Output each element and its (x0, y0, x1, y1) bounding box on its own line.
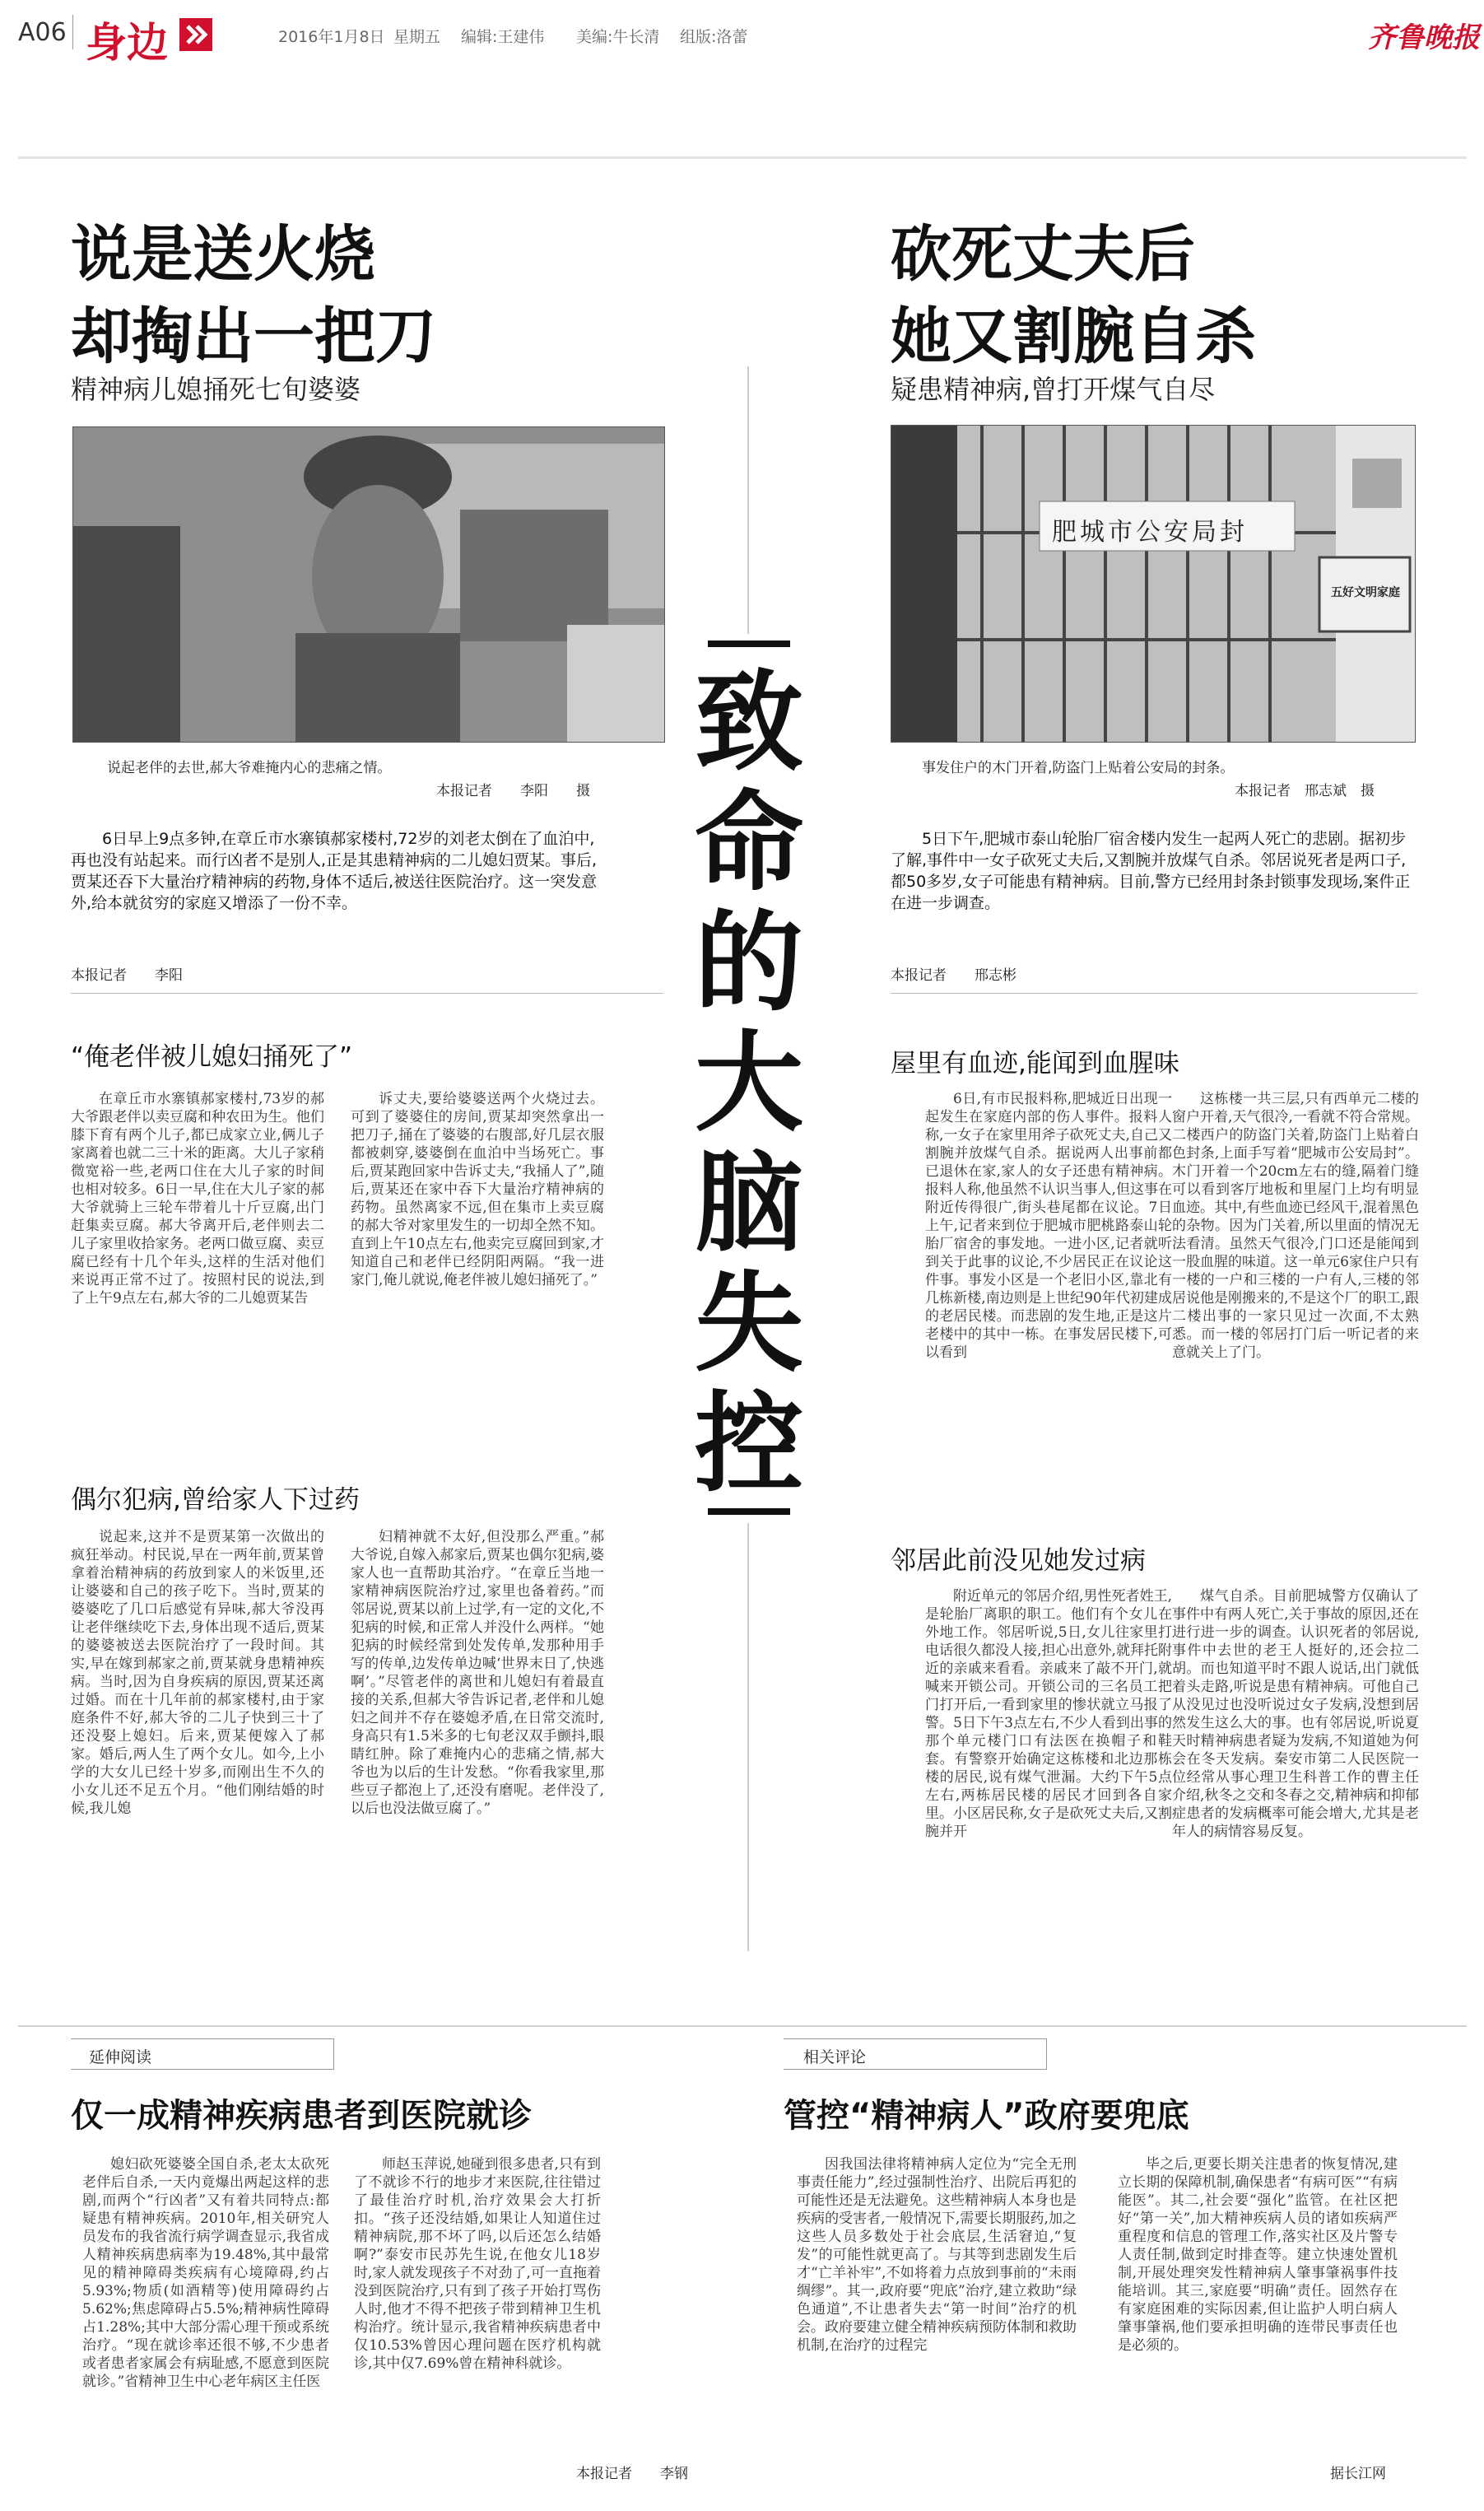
header-rule (18, 156, 1467, 159)
left-photo (72, 426, 665, 743)
left-sec2-col2: 妇精神就不太好,但没那么严重。”郝大爷说,自嫁入郝家后,贾某也偶尔犯病,婆家人也一直帮助其治疗。“在章丘当地一家精神病医院治疗过,家里也备着药。”而邻居说,贾某以前上过学,有一定的文化,不犯病的时候,和正常人并没什么两样。“她犯病的时候经常到处发传单,发那种用手写的传单,边发传单边喊‘世界末日了,快逃啊’。”尽管老伴的离世和儿媳妇有着最直接的关系,但郝大爷告诉记者,老伴和儿媳妇之间并不存在婆媳矛盾,在日常交流时,身高只有1.5米多的七旬老汉双手颤抖,眼睛红肿。除了难掩内心的悲痛之情,郝大爷也为以后的生计发愁。“你看我家里,那些豆子都泡上了,还没有磨呢。老伴没了,以后也没法做豆腐了。” (351, 1529, 604, 1817)
right-title-line2: 她又割腕自杀 (891, 301, 1256, 372)
bottom-left-title: 仅一成精神疾病患者到医院就诊 (71, 2097, 532, 2135)
left-title-line2: 却掏出一把刀 (71, 301, 436, 372)
bottom-divider (18, 2025, 1467, 2027)
bottom-right-col1: 因我国法律将精神病人定位为“完全无刑事责任能力”,经过强制性治疗、出院后再犯的可能性还是无法避免。这些精神病人本身也是疾病的受害者,一般情况下,需要长期服药,加之这些人员多数处于社会底层,生活窘迫,“复发”的可能性就更高了。与其等到悲剧发生后才“亡羊补牢”,不如将着力点放到事前的“未雨绸缪”。其一,政府要“兜底”治疗,建立救助“绿色通道”,不让患者失去“第一时间”治疗的机会。政府要建立健全精神疾病预防体制和救助机制,在治疗的过程完 (797, 2156, 1077, 2354)
right-reporter: 本报记者 邢志彬 (891, 967, 1016, 984)
right-photo-seal-text: 肥城市公安局封 (1052, 518, 1248, 547)
right-photo-credit: 本报记者 邢志斌 摄 (1235, 783, 1375, 799)
right-sec1-col2: 这栋楼一共三层,只有西单元二楼的窗户开着,天气很冷,一看就不符合常规。二楼西户的防盗门关着,防盗门上贴着白色封条,上面手写着“肥城市公安局封”。木门开着一个20cm左右的缝,隔着门缝可以看到客厅地板和里屋门上均有明显血迹。其中,有些血迹已经风干,混着黑色的杂物。因为门关着,所以里面的情况无法看清。虽然天气很冷,门口还是能闻到一股血腥的味道。这一单元6家住户只有一楼的一户和三楼的一户有人,三楼的邻居说他是刚搬来的,不是这个厂的职工,跟二楼出事的一家只见过一次面,不太熟悉。而一楼的邻居打门后一听记者的来意就关上了门。 (1172, 1091, 1419, 1361)
right-sec1-col1: 6日,有市民报料称,肥城近日出现一起发生在家庭内部的伤人事件。报料人称,一女子在家里用斧子砍死丈夫,自己又割腕并放煤气自杀。据说两人出事前都已退休在家,家人的女子还患有精神病。报料人称,他虽然不认识当事人,但这事在附近传得很广,街头巷尾都在议论。7日上午,记者来到位于肥城市肥桃路泰山轮胎厂宿舍的事发地。一进小区,记者就听到关于此事的议论,不少居民正在议论这件事。事发小区是一个老旧小区,靠北有几栋新楼,南边则是上世纪90年代初建成的老居民楼。而悲剧的发生地,正是这片老楼中的其中一栋。在事发居民楼下,可以看到 (925, 1091, 1172, 1361)
header-date: 2016年1月8日 (278, 28, 385, 46)
bottom-right-col2: 毕之后,更要长期关注患者的恢复情况,建立长期的保障机制,确保患者“有病可医”“有病能医”。其二,社会要“强化”监管。在社区把好“第一关”,加大精神疾病人员的诸如疾病严重程度和信息的管理工作,落实社区及片警专人责任制,做到定时排查等。建立快速处置机制,开展处理突发性精神病人肇事肇祸事件技能培训。其三,家庭要“明确”责任。固然存在有家庭困难的实际因素,但让监护人明白病人肇事肇祸,他们要承担明确的连带民事责任也是必须的。 (1118, 2156, 1398, 2354)
right-lead: 5日下午,肥城市泰山轮胎厂宿舍楼内发生一起两人死亡的悲剧。据初步了解,事件中一女子砍死丈夫后,又割腕并放煤气自杀。邻居说死者是两口子,都50多岁,女子可能患有精神病。目前,警方已经用封条封锁事发现场,案件正在进一步调查。 (891, 830, 1411, 912)
left-sec2-col1: 说起来,这并不是贾某第一次做出的疯狂举动。村民说,早在一两年前,贾某曾拿着治精神病的药放到家人的米饭里,还让婆婆和自己的孩子吃下。当时,贾某的婆婆吃了几口后感觉有异味,郝大爷没再让老伴继续吃下去,身体出现不适后,贾某的婆婆被送去医院治疗了一段时间。其实,早在嫁到郝家之前,贾某就身患精神疾病。当时,因为自身疾病的原因,贾某还离过婚。而在十几年前的郝家楼村,由于家庭条件不好,郝大爷的二儿子快到三十了还没娶上媳妇。后来,贾某便嫁入了郝家。婚后,两人生了两个女儿。如今,上小学的大女儿已经十岁多,而刚出生不久的小女儿还不足五个月。“他们刚结婚的时候,我儿媳 (71, 1529, 324, 1817)
left-subtitle: 精神病儿媳捅死七旬婆婆 (71, 374, 361, 405)
right-photo (891, 425, 1416, 743)
left-title-line1: 说是送火烧 (71, 219, 375, 290)
right-sec2-col2: 煤气自杀。目前肥城警方仅确认了事件中有两人死亡,关于事故的原因,还在进行进一步的调查。认识死者的邻居说,事件中去世的老王人挺好的,还会拉二胡。而也知道平时不跟人说话,出门就低着头走路,听说是患有精神病。可他自己从没见过也没听说过女子发病,没想到居然发生这么大的事。也有邻居说,听说夏天时精神病患者疑为发病,不知道她为何会在冬天发病。秦安市第二人民医院一位经常从事心理卫生科普工作的曹主任介绍,秋冬之交和冬春之交,精神病和抑郁症患者的发病概率可能会增大,尤其是老年人的病情容易反复。 (1172, 1588, 1419, 1840)
bottom-right-title: 管控“精神病人”政府要兜底 (784, 2097, 1189, 2135)
left-sec1-col1: 在章丘市水寨镇郝家楼村,73岁的郝大爷跟老伴以卖豆腐和种农田为生。他们膝下育有两个儿子,都已成家立业,俩儿子家离着也就二三十米的距离。大儿子家稍微宽裕一些,老两口住在大儿子家的时间也相对较多。6日一早,住在大儿子家的郝大爷就骑上三轮车带着儿十斤豆腐,出门赶集卖豆腐。郝大爷离开后,老伴则去二儿子家里收拾家务。老两口做豆腐、卖豆腐已经有十几个年头,这样的生活对他们来说再正常不过了。按照村民的说法,到了上午9点左右,郝大爷的二儿媳贾某告 (71, 1091, 324, 1307)
bottom-right-tag: 相关评论 (803, 2048, 867, 2066)
bottom-left-reporter: 本报记者 李钢 (576, 2466, 688, 2482)
center-banner-rule-bottom (708, 1508, 790, 1515)
left-photo-caption: 说起老伴的去世,郝大爷难掩内心的悲痛之情。 (107, 760, 392, 776)
right-sec1-title: 屋里有血迹,能闻到血腥味 (891, 1049, 1179, 1078)
page-header (0, 0, 1484, 66)
header-divider-left (72, 15, 73, 49)
header-designer: 美编:牛长清 (576, 28, 660, 46)
right-photo-caption: 事发住户的木门开着,防盗门上贴着公安局的封条。 (922, 760, 1235, 776)
left-sec1-col2: 诉丈夫,要给婆婆送两个火烧过去。可到了婆婆住的房间,贾某却突然拿出一把刀子,捅在了婆婆的右腹部,好几层衣服都被刺穿,婆婆倒在血泊中当场死亡。事后,贾某跑回家中告诉丈夫,“我捅人了”,随后,贾某还在家中吞下大量治疗精神病的药物。虽然离家不远,但在集市上卖豆腐的郝大爷对家里发生的一切却全然不知。直到上午10点左右,他卖完豆腐回到家,才知道自己和老伴已经阴阳两隔。“我一进家门,俺儿就说,俺老伴被儿媳妇捅死了。” (351, 1091, 604, 1288)
right-lead-rule (891, 993, 1417, 994)
center-banner-rule-top (708, 641, 790, 647)
left-photo-credit: 本报记者 李阳 摄 (436, 783, 590, 799)
bottom-left-col1: 媳妇砍死婆婆全国自杀,老太太砍死老伴后自杀,一天内竟爆出两起这样的悲剧,而两个“行凶者”又有着共同特点:都疑患有精神疾病。2010年,相关研究人员发布的我省流行病学调查显示,我省成人精神疾病患病率为19.48%,其中最常见的精神障碍类疾病有心境障碍,约占5.93%;物质(如酒精等)使用障碍约占5.62%;焦虑障碍占5.5%;精神病性障碍占1.28%;其中大部分需心理干预或系统治疗。“现在就诊率还很不够,不少患者或者患者家属会有病耻感,不愿意到医院就诊。”省精神卫生中心老年病区主任医 (82, 2156, 329, 2390)
bottom-left-col2: 师赵玉萍说,她碰到很多患者,只有到了不就诊不行的地步才来医院,往往错过了最佳治疗时机,治疗效果会大打折扣。“孩子还没结婚,如果让人知道住过精神病院,那不坏了吗,以后还怎么结婚啊?”泰安市民苏先生说,在他女儿18岁时,家人就发现孩子不对劲了,可一直拖着没到医院治疗,只有到了孩子开始打骂伤人时,他才不得不把孩子带到精神卫生机构治疗。统计显示,我省精神疾病患者中仅10.53%曾因心理问题在医疗机构就诊,其中仅7.69%曾在精神科就诊。 (354, 2156, 601, 2372)
center-banner: 致命的大脑失控 (695, 659, 803, 1507)
left-reporter: 本报记者 李阳 (71, 967, 183, 984)
section-arrow-icon (179, 18, 212, 51)
left-lead: 6日早上9点多钟,在章丘市水寨镇郝家楼村,72岁的刘老太倒在了血泊中,再也没有站起来。而行凶者不是别人,正是其患精神病的二儿媳妇贾某。事后,贾某还吞下大量治疗精神病的药物,身体不适后,被送往医院治疗。这一突发意外,给本就贫穷的家庭又增添了一份不幸。 (71, 830, 598, 912)
left-sec1-title: “俺老伴被儿媳妇捅死了” (71, 1042, 353, 1072)
page-number: A06 (18, 18, 67, 47)
right-photo-plaque-text: 五好文明家庭 (1331, 586, 1400, 599)
bottom-right-source: 据长江网 (1330, 2466, 1386, 2482)
left-sec2-title: 偶尔犯病,曾给家人下过药 (71, 1485, 360, 1515)
header-editor: 编辑:王建伟 (461, 28, 545, 46)
right-sec2-title: 邻居此前没见她发过病 (891, 1546, 1146, 1576)
section-name: 身边 (86, 19, 168, 67)
right-sec2-col1: 附近单元的邻居介绍,男性死者姓王,是轮胎厂离职的职工。他们有个女儿在外地工作。邻居听说,5日,女儿往家里打电话很久都没人接,担心出意外,就拜托附近的亲戚来看看。亲戚来了敲不开门,就喊来开锁公司。开锁公司的三名员工把门打开后,一看到家里的惨状就立马报了警。5日下午3点左右,不少人看到出事的那个单元楼门口有法医在换帽子和鞋套。有警察开始确定这栋楼和北边那栋楼的居民,说有煤气泄漏。大约下午5点左右,两栋居民楼的居民才回到各自家里。小区居民称,女子是砍死丈夫后,又割腕并开 (925, 1588, 1172, 1840)
brand-logo: 齐鲁晚报 (1368, 21, 1480, 54)
right-title-line1: 砍死丈夫后 (891, 219, 1195, 290)
header-proofreader: 组版:洛蕾 (680, 28, 748, 46)
left-lead-rule (71, 993, 663, 994)
right-subtitle: 疑患精神病,曾打开煤气自尽 (891, 374, 1216, 405)
header-weekday: 星期五 (393, 28, 441, 46)
bottom-left-tag: 延伸阅读 (89, 2048, 152, 2066)
center-banner-vline-bottom (747, 1523, 749, 1951)
center-banner-vline-top (747, 366, 749, 634)
